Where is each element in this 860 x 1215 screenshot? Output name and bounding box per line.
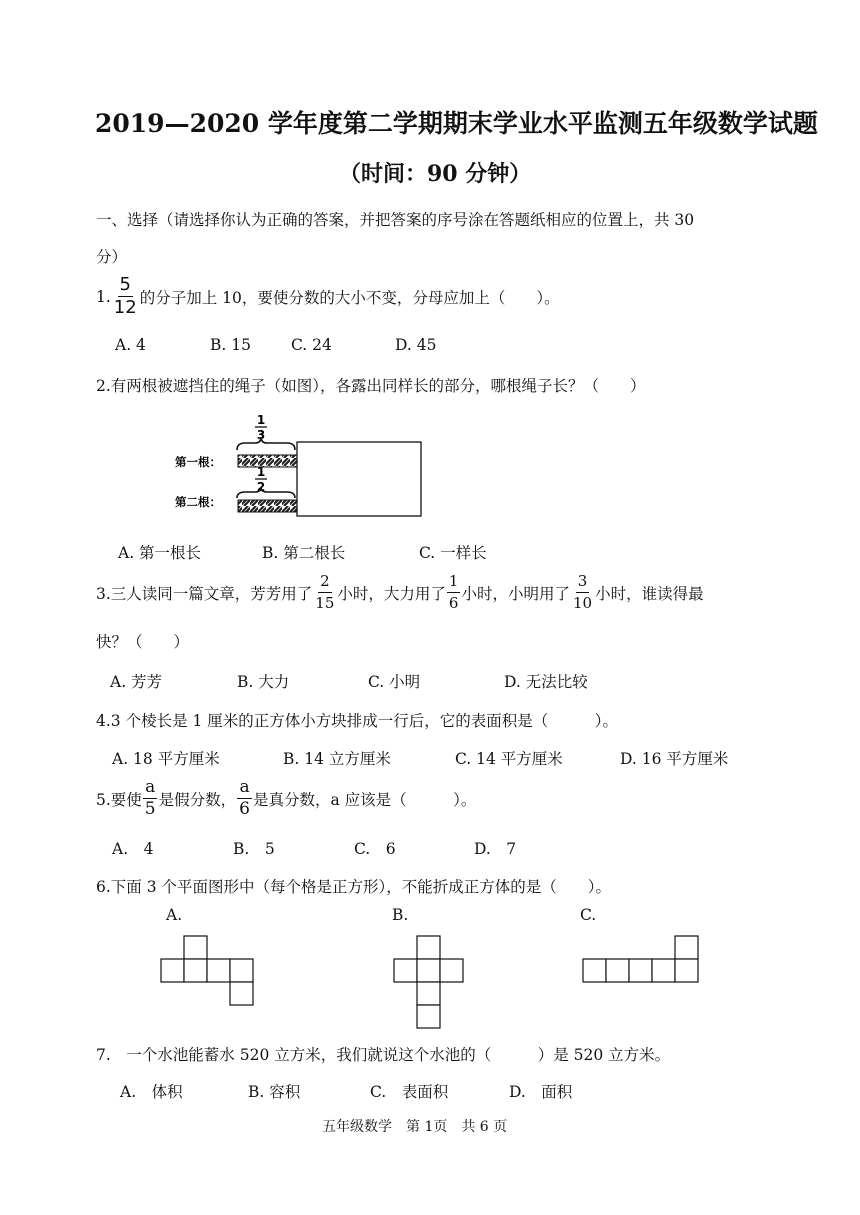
question-2-text: 2.有两根被遮挡住的绳子（如图），各露出同样长的部分，哪根绳子长？（ ）: [96, 377, 646, 395]
q4-option-a: A. 18 平方厘米: [112, 750, 220, 768]
q4-option-d: D. 16 平方厘米: [620, 750, 729, 768]
cube-net-b: [392, 935, 467, 1035]
net-a-label: A.: [166, 906, 183, 924]
q5-option-d: D. 7: [474, 840, 517, 858]
page-footer: 五年级数学 第 1页 共 6 页: [322, 1119, 508, 1135]
q5-option-b: B. 5: [233, 840, 275, 858]
fraction-denominator: 12: [113, 297, 137, 318]
question-5-part1: 5.要使: [96, 790, 142, 809]
rope1-brace: [237, 437, 295, 450]
q5-option-a: A. 4: [112, 840, 154, 858]
q7-option-b: B. 容积: [248, 1083, 301, 1101]
fraction-a-5: [143, 779, 158, 818]
rope-figure: [170, 410, 430, 520]
fraction-numerator: a: [145, 777, 156, 797]
q5-option-c: C. 6: [354, 840, 396, 858]
fraction-numerator: 5: [119, 274, 131, 295]
q3-option-c: C. 小明: [368, 673, 421, 691]
fraction-numerator: a: [239, 777, 250, 797]
cover-box: [297, 442, 421, 516]
section1-instructions-line1: 一、选择（请选择你认为正确的答案，并把答案的序号涂在答题纸相应的位置上，共 30: [96, 211, 695, 229]
net-c-label: C.: [580, 906, 597, 924]
exam-duration: （时间：90 分钟）: [339, 161, 532, 187]
label-second-rope: 第二根：: [175, 495, 221, 509]
q7-option-d: D. 面积: [509, 1083, 573, 1101]
question-3: [96, 574, 704, 611]
question-5: [96, 779, 476, 818]
rope1-fraction-numerator: 1: [256, 413, 266, 427]
question-6-text: 6.下面 3 个平面图形中（每个格是正方形），不能折成正方体的是（ ）。: [96, 878, 612, 896]
q4-option-b: B. 14 立方厘米: [283, 750, 391, 768]
question-5-part2: 是假分数，: [158, 790, 237, 809]
question-3-part4: 小时，谁读得最: [595, 584, 704, 603]
question-3-part3: 小时，小明用了: [461, 584, 570, 603]
question-1-fraction: [112, 276, 139, 317]
fraction-numerator: 1: [447, 574, 461, 593]
fraction-denominator: 10: [572, 594, 593, 612]
q7-option-a: A. 体积: [120, 1083, 183, 1101]
rope2-fraction-denominator: 2: [256, 480, 266, 494]
rope2-brace: [237, 487, 295, 498]
q4-option-c: C. 14 平方厘米: [455, 750, 563, 768]
q2-option-b: B. 第二根长: [262, 544, 346, 562]
fraction-denominator: 5: [144, 799, 156, 819]
fraction-3-10: [571, 574, 594, 611]
fraction-numerator: 2: [318, 574, 332, 593]
q2-option-c: C. 一样长: [419, 544, 487, 562]
q1-option-c: C. 24: [291, 336, 332, 354]
fraction-numerator: 3: [576, 574, 590, 593]
q1-option-b: B. 15: [210, 336, 251, 354]
fraction-denominator: 15: [315, 594, 335, 612]
label-first-rope: 第一根：: [175, 455, 221, 469]
q7-option-c: C. 表面积: [370, 1083, 449, 1101]
question-3-line2: 快？（ ）: [96, 633, 190, 651]
fraction-denominator: 6: [239, 799, 250, 819]
rope-second: [238, 500, 298, 512]
q1-option-d: D. 45: [395, 336, 437, 354]
rope2-fraction-numerator: 1: [256, 465, 266, 479]
q3-option-a: A. 芳芳: [110, 673, 163, 691]
question-1-text: 的分子加上 10，要使分数的大小不变，分母应加上（ ）。: [139, 288, 560, 307]
question-7-text: 7. 一个水池能蓄水 520 立方米，我们就说这个水池的（ ）是 520 立方米。: [96, 1046, 671, 1064]
fraction-a-6: [237, 779, 252, 818]
cube-net-c: [579, 935, 704, 990]
section1-instructions-line2: 分）: [96, 248, 128, 266]
q1-option-a: A. 4: [115, 336, 146, 354]
q2-option-a: A. 第一根长: [118, 544, 202, 562]
question-3-part2: 小时，大力用了: [337, 584, 446, 603]
fraction-1-6: [447, 574, 461, 611]
fraction-denominator: 6: [448, 594, 459, 612]
net-b-label: B.: [392, 906, 409, 924]
cube-net-a: [159, 935, 259, 1010]
fraction-2-15: [313, 574, 336, 611]
exam-title: 2019—2020 学年度第二学期期末学业水平监测五年级数学试题: [95, 109, 818, 138]
question-4-text: 4.3 个棱长是 1 厘米的正方体小方块排成一行后，它的表面积是（ ）。: [96, 712, 619, 730]
question-1-number: 1.: [96, 287, 111, 306]
question-3-part1: 3.三人读同一篇文章，芳芳用了: [96, 584, 313, 603]
question-1: [96, 276, 560, 317]
q3-option-d: D. 无法比较: [504, 673, 588, 691]
rope1-fraction-denominator: 3: [256, 428, 266, 442]
q3-option-b: B. 大力: [237, 673, 290, 691]
rope-first: [238, 455, 298, 467]
question-5-part3: 是真分数，a 应该是（ ）。: [252, 790, 477, 809]
